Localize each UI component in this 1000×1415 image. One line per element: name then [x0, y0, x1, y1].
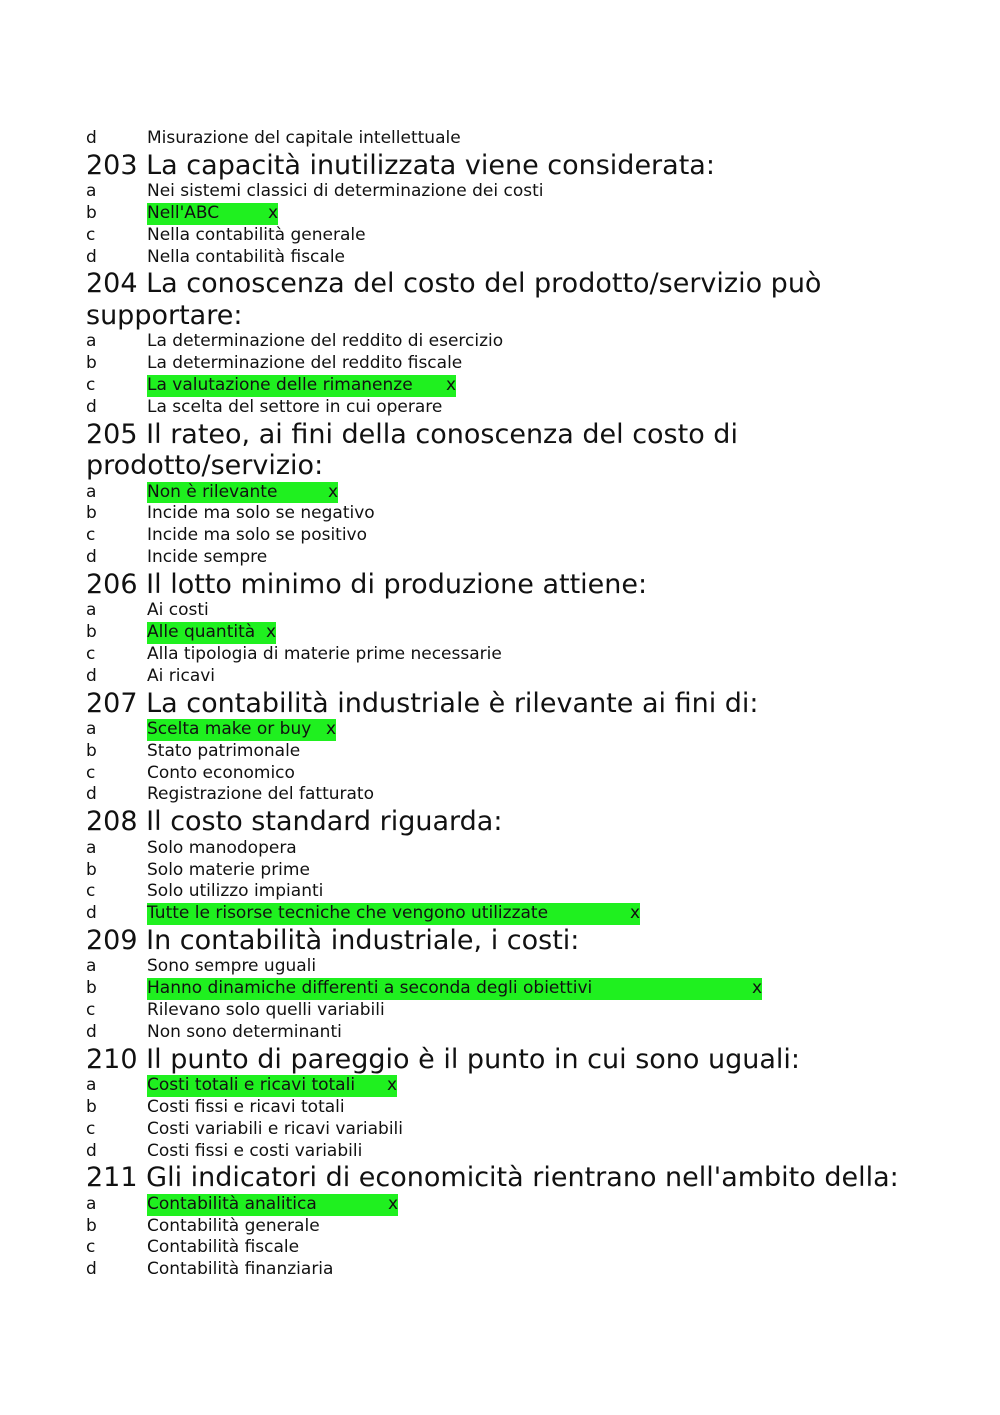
question-207 — [86, 688, 966, 807]
option-c — [86, 375, 966, 397]
question-number: 207 — [86, 687, 138, 719]
question-number: 204 — [86, 268, 138, 300]
option-letter: c — [86, 224, 96, 245]
question-heading — [86, 1044, 966, 1076]
correct-answer-highlight — [147, 903, 640, 925]
option-c — [86, 644, 966, 666]
question-209 — [86, 925, 966, 1044]
question-heading — [86, 419, 966, 482]
option-text: Alle quantità — [147, 622, 256, 643]
option-letter: c — [86, 881, 96, 902]
option-text: Incide ma solo se positivo — [147, 525, 368, 546]
option-d — [86, 903, 966, 925]
option-text: Incide ma solo se negativo — [147, 503, 375, 524]
option-text: Contabilità generale — [147, 1215, 320, 1236]
option-b — [86, 860, 966, 882]
option-letter: b — [86, 1215, 97, 1236]
option-letter: d — [86, 396, 97, 417]
correct-mark: x — [629, 903, 640, 924]
option-text: Costi totali e ricavi totali — [147, 1075, 356, 1096]
option-text: Tutte le risorse tecniche che vengono utilizzate — [147, 903, 549, 924]
question-heading — [86, 150, 966, 182]
option-letter: b — [86, 740, 97, 761]
option-a — [86, 331, 966, 353]
option-letter: d — [86, 1259, 97, 1280]
option-letter: c — [86, 762, 96, 783]
correct-answer-highlight — [147, 375, 456, 397]
option-letter: c — [86, 375, 96, 396]
option-text: Solo manodopera — [147, 837, 297, 858]
option-b — [86, 503, 966, 525]
option-text: Registrazione del fatturato — [147, 784, 374, 805]
correct-mark: x — [327, 481, 338, 502]
option-text: Costi fissi e ricavi totali — [147, 1096, 345, 1117]
question-text: La conoscenza del costo del prodotto/servizio può supportare: — [86, 268, 822, 331]
option-text: Non è rilevante — [147, 481, 278, 502]
option-a — [86, 719, 966, 741]
option-c — [86, 1119, 966, 1141]
option-letter: d — [86, 128, 97, 148]
option-text: Nella contabilità fiscale — [147, 246, 346, 267]
option-text: Contabilità finanziaria — [147, 1259, 334, 1280]
option-text: Incide sempre — [147, 547, 268, 568]
option-letter: b — [86, 859, 97, 880]
correct-answer-highlight — [147, 719, 336, 741]
correct-answer-highlight — [147, 622, 276, 644]
question-text: Il rateo, ai fini della conoscenza del costo di prodotto/servizio: — [86, 418, 738, 482]
option-letter: a — [86, 837, 97, 858]
option-letter: a — [86, 956, 97, 977]
question-text: La capacità inutilizzata viene considerata: — [146, 149, 715, 181]
question-number: 209 — [86, 924, 138, 956]
option-b — [86, 978, 966, 1000]
question-list — [86, 150, 966, 1281]
question-heading — [86, 268, 966, 331]
lead-option — [86, 128, 966, 150]
option-c — [86, 1237, 966, 1259]
option-text: Alla tipologia di materie prime necessarie — [147, 643, 502, 664]
option-text: Conto economico — [147, 762, 295, 783]
option-text: Contabilità analitica — [147, 1193, 317, 1214]
option-d — [86, 547, 966, 569]
question-number: 206 — [86, 568, 138, 600]
option-letter: c — [86, 1000, 96, 1021]
option-letter: c — [86, 643, 96, 664]
option-letter: c — [86, 525, 96, 546]
option-letter: b — [86, 622, 97, 643]
option-a — [86, 482, 966, 504]
option-a — [86, 1075, 966, 1097]
option-c — [86, 881, 966, 903]
question-204 — [86, 268, 966, 418]
question-number: 208 — [86, 806, 138, 838]
option-letter: d — [86, 784, 97, 805]
option-d — [86, 247, 966, 269]
option-text: Ai costi — [147, 600, 209, 621]
question-heading — [86, 688, 966, 720]
option-letter: d — [86, 547, 97, 568]
option-letter: b — [86, 353, 97, 374]
option-letter: a — [86, 719, 97, 740]
question-text: La contabilità industriale è rilevante ai fini di: — [146, 687, 759, 719]
option-letter: d — [86, 903, 97, 924]
correct-mark: x — [267, 203, 278, 224]
question-number: 211 — [86, 1162, 138, 1194]
question-210 — [86, 1044, 966, 1163]
correct-answer-highlight — [147, 1194, 398, 1216]
option-text: La determinazione del reddito fiscale — [147, 353, 463, 374]
option-b — [86, 741, 966, 763]
question-text: Il costo standard riguarda: — [146, 806, 503, 838]
option-text: Ai ricavi — [147, 665, 216, 686]
option-c — [86, 525, 966, 547]
option-letter: b — [86, 978, 97, 999]
question-text: Il punto di pareggio è il punto in cui sono uguali: — [146, 1043, 801, 1075]
option-text: Rilevano solo quelli variabili — [147, 1000, 385, 1021]
question-205 — [86, 419, 966, 569]
option-text: Non sono determinanti — [147, 1021, 342, 1042]
option-b — [86, 203, 966, 225]
correct-answer-highlight — [147, 1075, 397, 1097]
option-c — [86, 1000, 966, 1022]
option-letter: a — [86, 600, 97, 621]
question-heading — [86, 569, 966, 601]
option-text: Nei sistemi classici di determinazione dei costi — [147, 181, 544, 202]
correct-mark: x — [751, 978, 762, 999]
option-a — [86, 1194, 966, 1216]
correct-answer-highlight — [147, 203, 278, 225]
correct-mark: x — [265, 622, 276, 643]
question-number: 205 — [86, 418, 138, 450]
option-text: Scelta make or buy — [147, 719, 312, 740]
option-text: Hanno dinamiche differenti a seconda degli obiettivi — [147, 978, 593, 999]
question-heading — [86, 925, 966, 957]
option-letter: a — [86, 481, 97, 502]
question-heading — [86, 806, 966, 838]
question-number: 210 — [86, 1043, 138, 1075]
option-c — [86, 763, 966, 785]
question-text: Il lotto minimo di produzione attiene: — [146, 568, 648, 600]
option-letter: d — [86, 1021, 97, 1042]
question-203 — [86, 150, 966, 269]
option-letter: b — [86, 203, 97, 224]
correct-answer-highlight — [147, 978, 762, 1000]
option-letter: a — [86, 1193, 97, 1214]
option-text: Costi variabili e ricavi variabili — [147, 1118, 403, 1139]
option-text: Contabilità fiscale — [147, 1237, 300, 1258]
option-text: La determinazione del reddito di esercizio — [147, 331, 504, 352]
option-d — [86, 1141, 966, 1163]
option-letter: a — [86, 1075, 97, 1096]
option-text: Solo utilizzo impianti — [147, 881, 324, 902]
correct-mark: x — [325, 719, 336, 740]
option-text: La scelta del settore in cui operare — [147, 396, 443, 417]
option-a — [86, 600, 966, 622]
quiz-page — [86, 128, 966, 1281]
option-d — [86, 1022, 966, 1044]
option-letter: d — [86, 1140, 97, 1161]
question-number: 203 — [86, 149, 138, 181]
option-d — [86, 666, 966, 688]
option-b — [86, 622, 966, 644]
option-text: Misurazione del capitale intellettuale — [147, 128, 461, 148]
option-d — [86, 397, 966, 419]
option-text: Solo materie prime — [147, 859, 310, 880]
correct-mark: x — [387, 1193, 398, 1214]
option-text: Nell'ABC — [147, 203, 220, 224]
option-letter: a — [86, 181, 97, 202]
question-211 — [86, 1162, 966, 1281]
option-letter: b — [86, 1096, 97, 1117]
question-208 — [86, 806, 966, 925]
question-heading — [86, 1162, 966, 1194]
correct-mark: x — [386, 1075, 397, 1096]
option-text: Costi fissi e costi variabili — [147, 1140, 363, 1161]
option-letter: c — [86, 1237, 96, 1258]
option-text: La valutazione delle rimanenze — [147, 375, 413, 396]
correct-mark: x — [445, 375, 456, 396]
correct-answer-highlight — [147, 482, 338, 504]
option-letter: a — [86, 331, 97, 352]
option-b — [86, 1097, 966, 1119]
option-text: Nella contabilità generale — [147, 224, 366, 245]
option-a — [86, 181, 966, 203]
option-text: Stato patrimonale — [147, 740, 301, 761]
option-letter: b — [86, 503, 97, 524]
option-letter: c — [86, 1118, 96, 1139]
option-text: Sono sempre uguali — [147, 956, 317, 977]
option-b — [86, 353, 966, 375]
option-a — [86, 838, 966, 860]
option-d — [86, 784, 966, 806]
question-text: In contabilità industriale, i costi: — [146, 924, 580, 956]
question-206 — [86, 569, 966, 688]
option-letter: d — [86, 246, 97, 267]
option-letter: d — [86, 665, 97, 686]
question-text: Gli indicatori di economicità rientrano nell'ambito della: — [146, 1162, 899, 1194]
option-a — [86, 956, 966, 978]
option-c — [86, 225, 966, 247]
option-b — [86, 1216, 966, 1238]
option-d — [86, 1259, 966, 1281]
